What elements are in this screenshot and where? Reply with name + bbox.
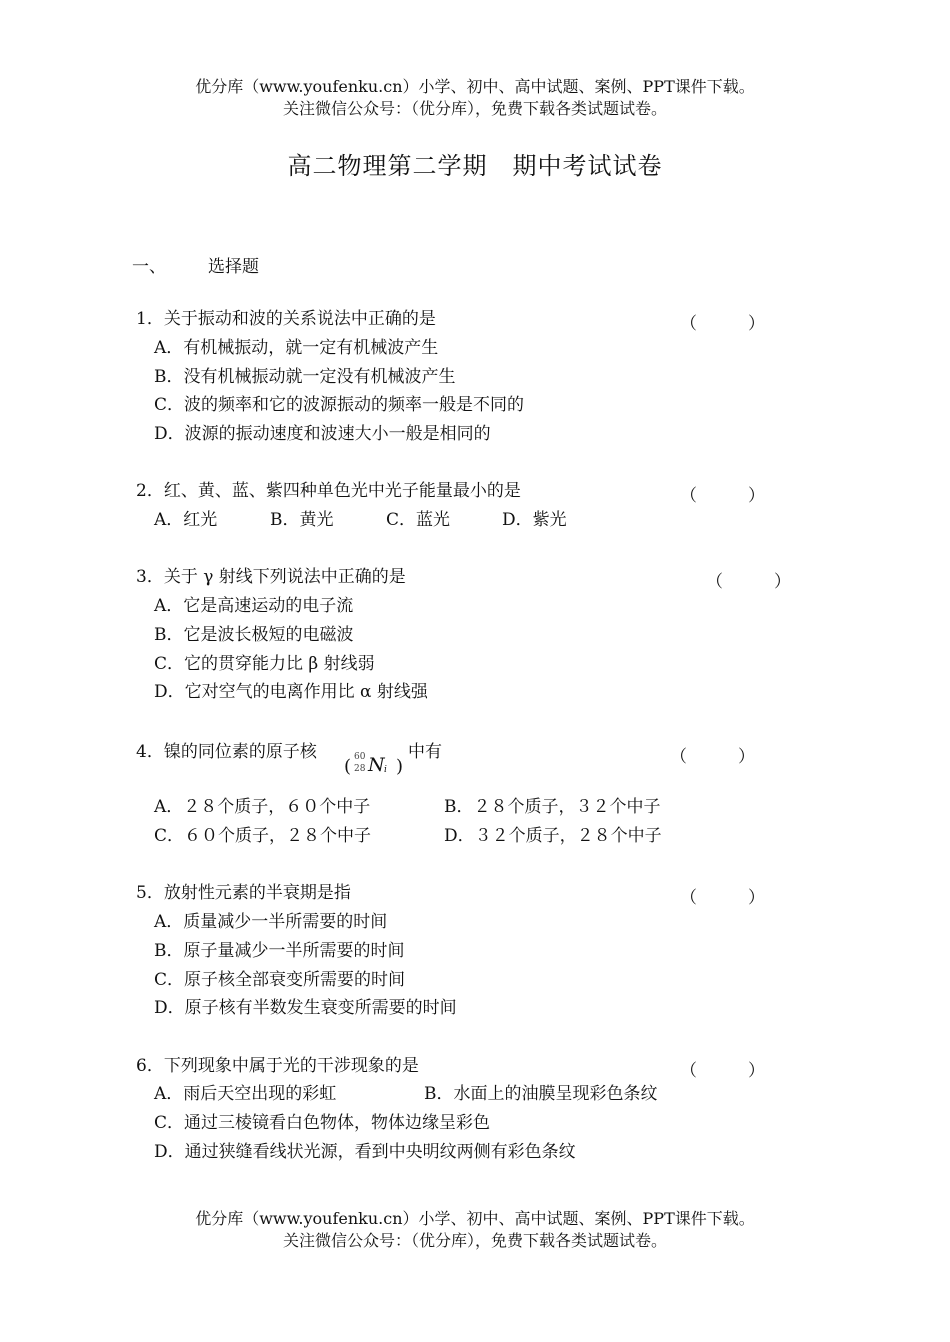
q6-option-a: A．雨后天空出现的彩虹 xyxy=(154,1084,337,1104)
q5-option-c: C．原子核全部衰变所需要的时间 xyxy=(154,970,406,990)
q4-stem-end: 中有 xyxy=(408,742,442,762)
nickel-isotope-notation xyxy=(344,750,404,780)
q1-option-b: B．没有机械振动就一定没有机械波产生 xyxy=(154,367,456,387)
q3-answer-paren: （ ） xyxy=(706,572,791,592)
q4-option-b: B．２８个质子，３２个中子 xyxy=(444,797,661,817)
q4-option-a: A．２８个质子，６０个中子 xyxy=(154,797,371,817)
isotope-symbol: N xyxy=(368,754,385,776)
q2-option-b: B．黄光 xyxy=(270,510,334,530)
q3-option-b: B．它是波长极短的电磁波 xyxy=(154,625,354,645)
q6-option-d: D．通过狭缝看线状光源，看到中央明纹两侧有彩色条纹 xyxy=(154,1142,576,1162)
q2-option-c: C．蓝光 xyxy=(386,510,451,530)
q4-stem: 4．镍的同位素的原子核 xyxy=(136,742,317,762)
q5-option-a: A．质量减少一半所需要的时间 xyxy=(154,912,388,932)
q1-stem: 1．关于振动和波的关系说法中正确的是 xyxy=(136,309,436,329)
q5-option-b: B．原子量减少一半所需要的时间 xyxy=(154,941,405,961)
isotope-atomic-number: 28 xyxy=(354,764,366,774)
q2-answer-paren: （ ） xyxy=(680,486,765,506)
q6-option-b: B．水面上的油膜呈现彩色条纹 xyxy=(424,1084,658,1104)
section-heading xyxy=(132,252,259,277)
q6-answer-paren: （ ） xyxy=(680,1061,765,1081)
header-line-1: 优分库（www.youfenku.cn）小学、初中、高中试题、案例、PPT课件下载。 xyxy=(195,77,755,96)
q3-option-a: A．它是高速运动的电子流 xyxy=(154,596,354,616)
page-title: 高二物理第二学期 期中考试试卷 xyxy=(287,152,663,180)
q5-option-d: D．原子核有半数发生衰变所需要的时间 xyxy=(154,998,457,1018)
q1-option-c: C．波的频率和它的波源振动的频率一般是不同的 xyxy=(154,395,525,415)
section-number: 一、 xyxy=(132,257,166,277)
q6-stem: 6．下列现象中属于光的干涉现象的是 xyxy=(136,1056,419,1076)
header-line-2: 关注微信公众号：（优分库），免费下载各类试题试卷。 xyxy=(282,99,667,118)
isotope-close-paren: ) xyxy=(396,756,404,777)
q6-option-c: C．通过三棱镜看白色物体，物体边缘呈彩色 xyxy=(154,1113,491,1133)
q5-answer-paren: （ ） xyxy=(680,888,765,908)
isotope-open-paren: ( xyxy=(344,756,352,777)
q4-option-d: D．３２个质子，２８个中子 xyxy=(444,826,662,846)
isotope-symbol-sub: i xyxy=(384,765,387,775)
q3-option-c: C．它的贯穿能力比 β 射线弱 xyxy=(154,654,375,674)
q2-option-a: A．红光 xyxy=(154,510,218,530)
footer-line-2: 关注微信公众号：（优分库），免费下载各类试题试卷。 xyxy=(282,1231,667,1250)
q1-option-a: A．有机械振动，就一定有机械波产生 xyxy=(154,338,439,358)
q2-option-d: D．紫光 xyxy=(502,510,567,530)
q2-stem: 2．红、黄、蓝、紫四种单色光中光子能量最小的是 xyxy=(136,481,521,501)
q4-answer-paren: （ ） xyxy=(670,747,755,767)
footer-line-1: 优分库（www.youfenku.cn）小学、初中、高中试题、案例、PPT课件下载。 xyxy=(195,1209,755,1228)
q3-stem: 3．关于 γ 射线下列说法中正确的是 xyxy=(136,567,406,587)
q5-stem: 5．放射性元素的半衰期是指 xyxy=(136,883,351,903)
section-name: 选择题 xyxy=(208,257,259,277)
q4-option-c: C．６０个质子，２８个中子 xyxy=(154,826,372,846)
q1-answer-paren: （ ） xyxy=(680,314,765,334)
q1-option-d: D．波源的振动速度和波速大小一般是相同的 xyxy=(154,424,491,444)
isotope-mass-number: 60 xyxy=(354,752,366,762)
q3-option-d: D．它对空气的电离作用比 α 射线强 xyxy=(154,682,428,702)
